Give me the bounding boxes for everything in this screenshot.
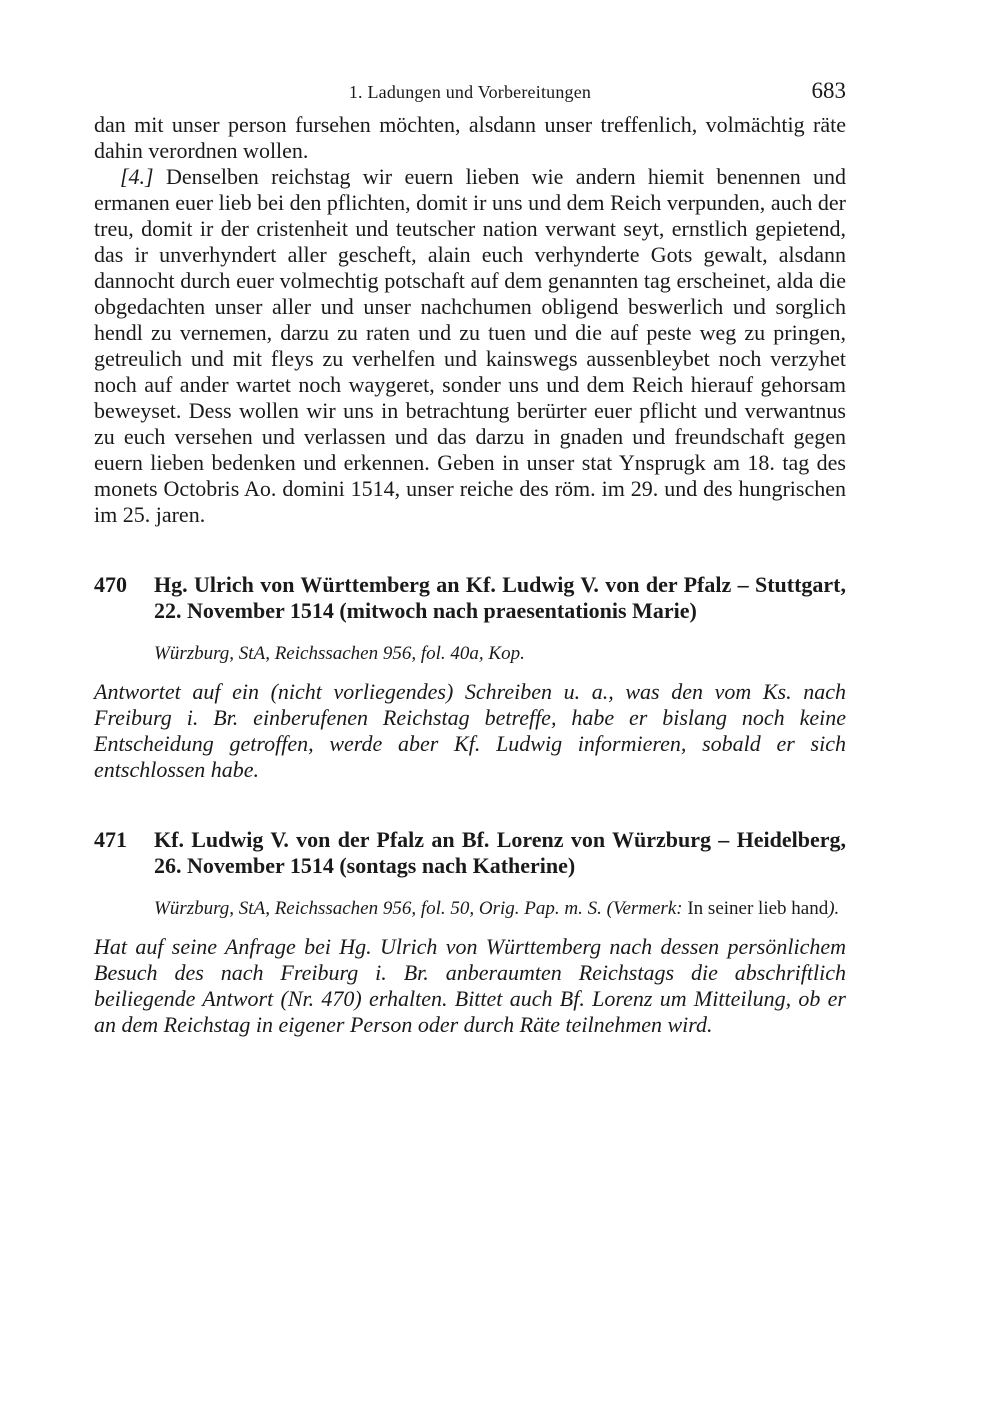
running-section-title: 1. Ladungen und Vorbereitungen [348, 82, 592, 102]
entry-title: Kf. Ludwig V. von der Pfalz an Bf. Lorenz von Würzburg – Heidelberg, 26. November 1514 (sontags nach Katherine) [154, 827, 846, 878]
continuation-paragraph: dan mit unser person fursehen möchten, alsdann unser treffenlich, volmächtig räte dahin verordnen wollen. [94, 112, 846, 163]
entry-470 [94, 572, 846, 783]
entry-summary: Antwortet auf ein (nicht vorliegendes) Schreiben u. a., was den vom Ks. nach Freiburg i. Br. einberufenen Reichstag betreffe, habe er bislang noch keine Entscheidung getroffen, werde aber Kf. Ludwig informieren, sobald er sich entschlossen habe. [94, 679, 846, 782]
source-citation: Würzburg, StA, Reichssachen 956, fol. 50, Orig. Pap. m. S. (Vermerk: [154, 898, 683, 919]
paragraph-marker: [4.] [120, 164, 154, 189]
source-annotation-quote: In seiner lieb hand [687, 898, 829, 919]
page-number: 683 [811, 78, 846, 103]
running-header [94, 78, 846, 112]
paragraph-4-text: Denselben reichstag wir euern lieben wie andern hiemit benennen und ermanen euer lieb bei den pflichten, domit ir uns und dem Reich verpunden, auch der treu, domit ir der cristenheit und teutscher nation verwant seyt, ernstlich gepietend, das ir unverhyndert aller gescheft, alain euch verhynderte Gots gewalt, alsdann dannocht durch euer volmechtig potschaft auf dem genannten tag erscheinet, alda die obgedachten unser aller und unser nachchumen obligend beswerlich und sorglich hendl zu vernemen, darzu zu raten und zu tuen und die auf peste weg zu pringen, getreulich und mit fleys zu verhelfen und kainswegs aussenbleybet noch verzyhet noch auf ander wartet noch waygeret, sonder uns und dem Reich hierauf gehorsam beweyset. Dess wollen wir uns in betrachtung berürter euer pflicht und verwantnus zu euch versehen und verlassen und das darzu in gnaden und freundschaft gegen euern lieben bedenken und erkennen. Geben in unser stat Ynsprugk am 18. tag des monets Octobris Ao. domini 1514, unser reiche des röm. im 29. und des hungrischen im 25. jaren. [94, 164, 847, 527]
entry-heading [94, 827, 846, 879]
entry-number: 471 [94, 827, 127, 852]
entry-summary: Hat auf seine Anfrage bei Hg. Ulrich von Württemberg nach dessen persönlichem Besuch des nach Freiburg i. Br. anberaumten Reichstags die abschriftlich beiliegende Antwort (Nr. 470) erhalten. Bittet auch Bf. Lorenz um Mitteilung, ob er an dem Reichstag in eigener Person oder durch Räte teilnehmen wird. [94, 934, 846, 1037]
letter-body [94, 112, 846, 528]
entry-471 [94, 827, 846, 1038]
document-page [94, 78, 846, 1038]
source-closing: ). [828, 898, 840, 919]
entry-heading [94, 572, 846, 624]
entry-source: Würzburg, StA, Reichssachen 956, fol. 40a, Kop. [154, 643, 525, 664]
entry-number: 470 [94, 572, 127, 597]
entry-title: Hg. Ulrich von Württemberg an Kf. Ludwig V. von der Pfalz – Stuttgart, 22. November 1514 (mitwoch nach praesentationis Marie) [154, 572, 846, 623]
entry-source [154, 897, 846, 920]
paragraph-4 [94, 164, 846, 528]
